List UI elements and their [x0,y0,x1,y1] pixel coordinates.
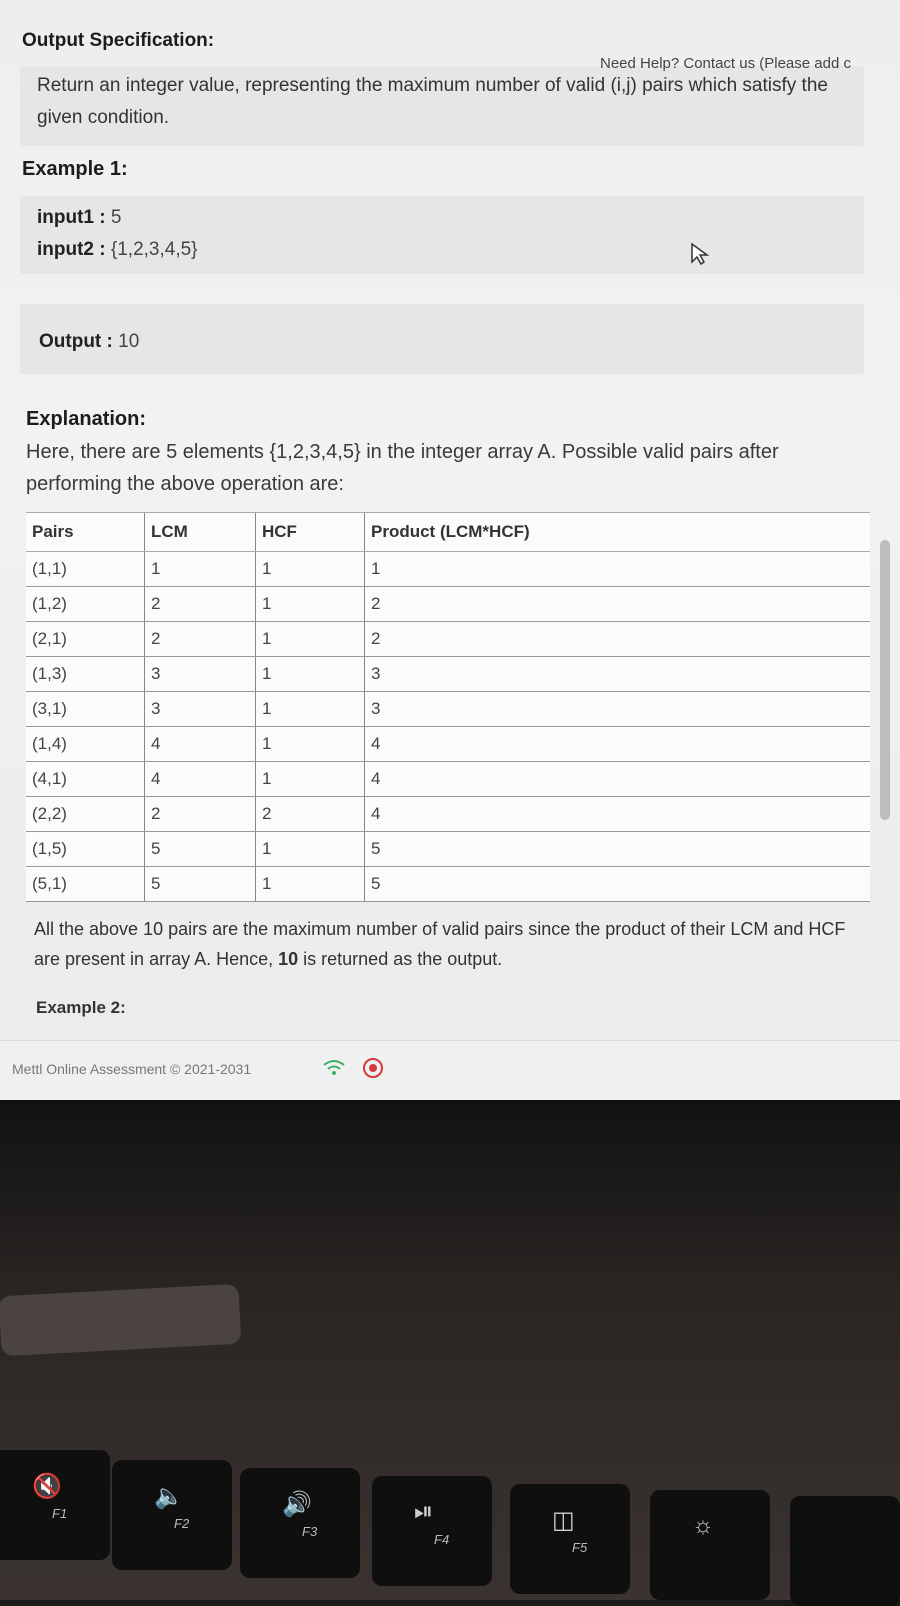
cell: 3 [145,657,256,692]
cell: 5 [365,867,871,902]
table-row [26,657,870,692]
example1-output-box [20,304,864,374]
cell: 1 [256,622,365,657]
table-row [26,797,870,832]
explanation-title: Explanation: [26,408,147,430]
table-row [26,587,870,622]
table-row [26,867,870,902]
key-f4[interactable] [372,1476,492,1586]
input1-value: 5 [110,207,122,228]
cell: (3,1) [26,692,145,727]
output-spec-title: Output Specification: [22,30,215,51]
table-row [26,762,870,797]
brightness-icon: ☼ [692,1512,714,1539]
key-label: F5 [572,1540,588,1555]
bezel-highlight [0,1284,241,1356]
conclusion-part1: All the above 10 pairs are the maximum number of valid pairs since the product of their LCM and HCF are present in array A. Hence, [34,919,846,969]
footer [0,1040,900,1100]
cell: 2 [145,797,256,832]
key-label: F4 [434,1532,450,1547]
cell: (2,1) [26,622,145,657]
keyboard-backlight-icon: ◫ [552,1507,575,1534]
cell: 4 [365,797,871,832]
table-header-row [26,513,870,552]
cell: (1,3) [26,657,145,692]
cell: 2 [365,587,871,622]
col-hcf: HCF [256,513,365,552]
cell: 1 [365,552,871,587]
key-f3[interactable] [240,1468,360,1578]
cell: 2 [256,797,365,832]
cell: 1 [256,832,365,867]
cell: 2 [145,622,256,657]
table-row [26,622,870,657]
cell: 4 [145,727,256,762]
cell: (4,1) [26,762,145,797]
volume-up-icon: 🔊 [282,1491,312,1518]
conclusion-bold: 10 [278,949,299,969]
output-spec-text: Return an integer value, representing the maximum number of valid (i,j) pairs which satisfy the given condition. [37,75,828,128]
output-value: 10 [118,331,140,352]
input2-label: input2 : [37,239,106,260]
help-link[interactable]: Need Help? Contact us (Please add c [600,55,851,72]
input1-line [37,202,121,234]
volume-down-icon: 🔈 [154,1483,184,1510]
key-f1[interactable] [0,1450,110,1560]
cell: 1 [256,587,365,622]
cell: (1,2) [26,587,145,622]
laptop-keyboard-area [0,1100,900,1600]
explanation-text: Here, there are 5 elements {1,2,3,4,5} in the integer array A. Possible valid pairs after performing the above operation are: [26,441,779,495]
copyright-text: Mettl Online Assessment © 2021-2031 [12,1061,252,1077]
cell: 4 [365,727,871,762]
conclusion-part2: is returned as the output. [298,949,503,969]
cell: 4 [145,762,256,797]
output-label: Output : [39,331,113,352]
example2-title: Example 2: [36,998,126,1017]
cell: 2 [145,587,256,622]
mute-icon: 🔇 [32,1473,62,1500]
cell: 3 [145,692,256,727]
cell: 1 [256,692,365,727]
cell: (1,1) [26,552,145,587]
key-f5[interactable] [510,1484,630,1594]
col-pairs: Pairs [26,513,145,552]
table-row [26,832,870,867]
example1-title: Example 1: [22,158,128,180]
input1-label: input1 : [37,207,106,228]
cell: 2 [365,622,871,657]
input2-line [37,234,198,266]
key-f7[interactable] [790,1496,900,1606]
cell: 5 [145,832,256,867]
key-label: F3 [302,1524,318,1539]
conclusion-text [34,914,864,974]
key-label: F1 [52,1506,68,1521]
cell: (1,4) [26,727,145,762]
table-row [26,727,870,762]
col-product: Product (LCM*HCF) [365,513,871,552]
cell: 1 [256,552,365,587]
cell: 3 [365,657,871,692]
wifi-icon [322,1059,346,1077]
cell: (5,1) [26,867,145,902]
cell: 1 [256,762,365,797]
cell: 3 [365,692,871,727]
cell: 4 [365,762,871,797]
mouse-cursor-icon [690,242,712,266]
table-row [26,692,870,727]
cell: 5 [145,867,256,902]
output-line [39,326,139,358]
play-pause-icon: ⏯ [414,1498,434,1525]
cell: 1 [256,657,365,692]
key-f6[interactable] [650,1490,770,1600]
cell: 5 [365,832,871,867]
col-lcm: LCM [145,513,256,552]
cell: (2,2) [26,797,145,832]
scrollbar-thumb[interactable] [880,540,890,820]
cell: 1 [256,867,365,902]
pairs-table [26,512,870,902]
cell: 1 [145,552,256,587]
cell: (1,5) [26,832,145,867]
key-label: F2 [174,1516,190,1531]
cell: 1 [256,727,365,762]
record-icon [362,1057,384,1079]
key-f2[interactable] [112,1460,232,1570]
input2-value: {1,2,3,4,5} [110,239,198,260]
table-row [26,552,870,587]
